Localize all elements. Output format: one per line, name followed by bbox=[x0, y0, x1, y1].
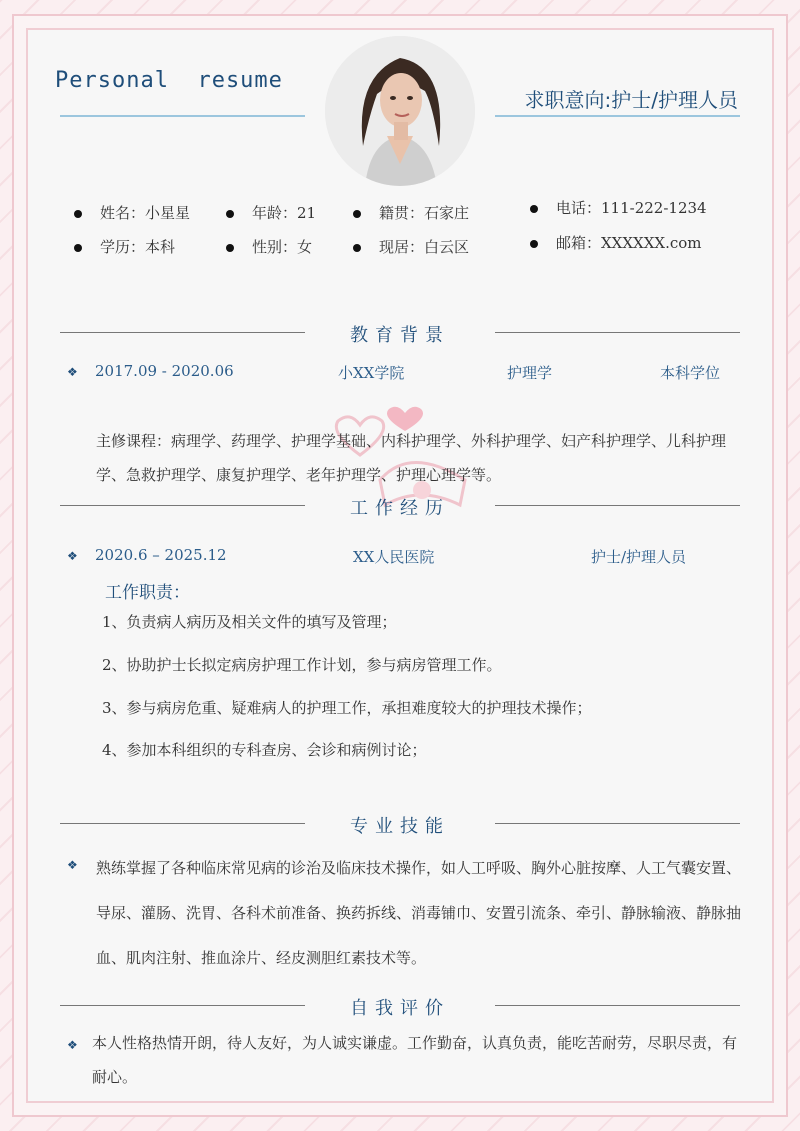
section-rule-right bbox=[495, 1005, 740, 1006]
info-name: 姓名：小星星 bbox=[74, 202, 190, 223]
diamond-bullet-icon: ❖ bbox=[67, 365, 78, 379]
duties-title: 工作职责： bbox=[105, 583, 190, 603]
bullet-dot-icon bbox=[226, 210, 234, 218]
diamond-bullet-icon: ❖ bbox=[67, 1038, 78, 1052]
diamond-bullet-icon: ❖ bbox=[67, 858, 78, 872]
info-education: 学历：本科 bbox=[74, 236, 175, 257]
work-period: 2020.6 – 2025.12 bbox=[95, 546, 227, 564]
bullet-dot-icon bbox=[530, 240, 538, 248]
skills-text: 熟练掌握了各种临床常见病的诊治及临床技术操作，如人工呼吸、胸外心脏按摩、人工气囊安置、导尿、灌肠、洗胃、各科术前准备、换药拆线、消毒铺巾、安置引流条、牵引、静脉输液、静脉抽血、肌肉注射、推血涂片、经皮测胆红素技术等。 bbox=[96, 859, 742, 967]
work-position: 护士/护理人员 bbox=[591, 548, 687, 566]
info-phone: 电话：111-222-1234 bbox=[530, 197, 707, 218]
profile-photo bbox=[325, 36, 475, 186]
info-age: 年龄：21 bbox=[226, 202, 316, 223]
bullet-dot-icon bbox=[74, 210, 82, 218]
section-rule-left bbox=[60, 332, 305, 333]
diamond-bullet-icon: ❖ bbox=[67, 549, 78, 563]
bullet-dot-icon bbox=[74, 244, 82, 252]
section-title-self-eval: 自我评价 bbox=[350, 998, 450, 1019]
resume-title-en: Personal resume bbox=[55, 68, 283, 93]
section-title-skills: 专业技能 bbox=[350, 816, 450, 837]
section-rule-left bbox=[60, 823, 305, 824]
bullet-dot-icon bbox=[353, 244, 361, 252]
duty-item: 2、协助护士长拟定病房护理工作计划，参与病房管理工作。 bbox=[102, 656, 502, 674]
duty-item: 1、负责病人病历及相关文件的填写及管理； bbox=[102, 613, 397, 631]
education-courses: 主修课程：病理学、药理学、护理学基础、内科护理学、外科护理学、妇产科护理学、儿科护理学、急救护理学、康复护理学、老年护理学、护理心理学等。 bbox=[96, 432, 727, 484]
education-major: 护理学 bbox=[507, 364, 553, 382]
work-company: XX人民医院 bbox=[353, 548, 435, 566]
bullet-dot-icon bbox=[226, 244, 234, 252]
job-underline bbox=[495, 115, 740, 117]
section-rule-right bbox=[495, 505, 740, 506]
bullet-dot-icon bbox=[353, 210, 361, 218]
info-origin: 籍贯：石家庄 bbox=[353, 202, 469, 223]
section-rule-right bbox=[495, 332, 740, 333]
education-degree: 本科学位 bbox=[660, 364, 721, 382]
info-residence: 现居：白云区 bbox=[353, 236, 469, 257]
education-school: 小XX学院 bbox=[338, 364, 405, 382]
info-email: 邮箱：XXXXXX.com bbox=[530, 232, 702, 253]
section-title-work: 工作经历 bbox=[350, 498, 450, 519]
section-rule-right bbox=[495, 823, 740, 824]
bullet-dot-icon bbox=[530, 205, 538, 213]
info-gender: 性别：女 bbox=[226, 236, 312, 257]
duty-item: 4、参加本科组织的专科查房、会诊和病例讨论； bbox=[102, 741, 427, 759]
section-rule-left bbox=[60, 1005, 305, 1006]
duty-item: 3、参与病房危重、疑难病人的护理工作，承担难度较大的护理技术操作； bbox=[102, 699, 592, 717]
education-period: 2017.09 - 2020.06 bbox=[95, 362, 234, 380]
section-rule-left bbox=[60, 505, 305, 506]
self-eval-text: 本人性格热情开朗，待人友好，为人诚实谦虚。工作勤奋，认真负责，能吃苦耐劳，尽职尽责，有耐心。 bbox=[92, 1034, 738, 1086]
title-underline bbox=[60, 115, 305, 117]
portrait-image bbox=[325, 36, 475, 186]
job-intention: 求职意向:护士/护理人员 bbox=[524, 88, 738, 112]
section-title-education: 教育背景 bbox=[350, 325, 450, 346]
